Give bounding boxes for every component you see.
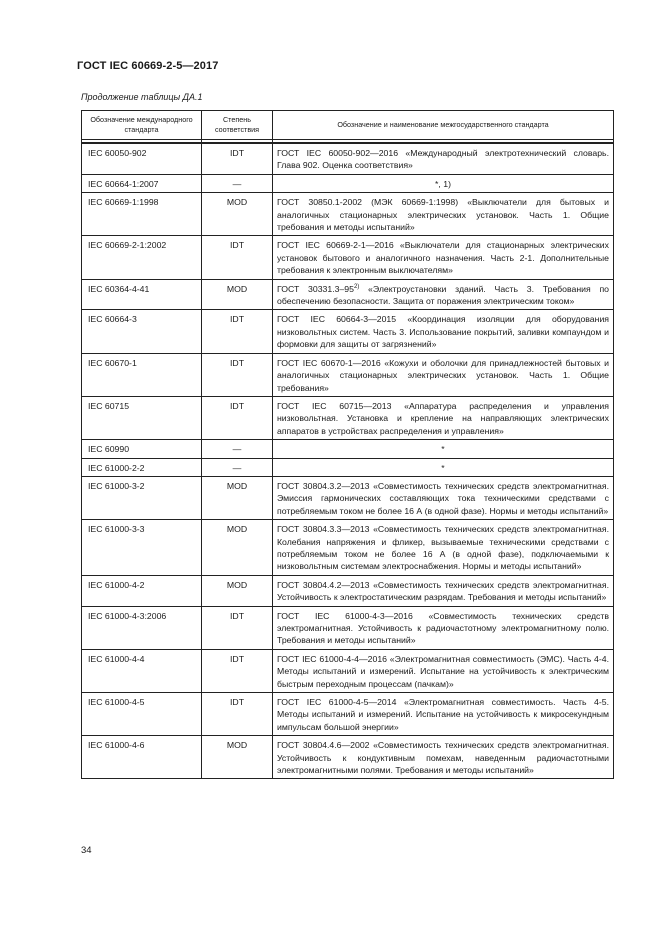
international-standard-cell: IEC 61000-3-2 (82, 476, 202, 519)
document-header: ГОСТ IEC 60669-2-5—2017 (77, 60, 219, 72)
table-row (82, 143, 614, 174)
standards-table (81, 110, 614, 779)
standard-description: *, 1) (435, 178, 451, 189)
interstate-standard-cell (273, 476, 614, 519)
international-standard-cell: IEC 61000-3-3 (82, 520, 202, 576)
conformity-degree-cell: IDT (202, 310, 273, 353)
standard-description: ГОСТ IEC 60670-1—2016 «Кожухи и оболочки для принадлежностей бытовых и аналогичных стационарных электрических установок. Часть 1. Общие требования» (277, 357, 609, 393)
interstate-standard-cell (273, 440, 614, 458)
table-row (82, 458, 614, 476)
conformity-degree-cell: IDT (202, 606, 273, 649)
standard-description: ГОСТ 30804.4.2—2013 «Совместимость технических средств электромагнитная. Устойчивость к электростатическим разрядам. Требования и методы испытаний» (277, 579, 609, 603)
interstate-standard-cell (273, 736, 614, 779)
interstate-standard-cell (273, 353, 614, 396)
standard-description: ГОСТ 30804.3.3—2013 «Совместимость технических средств электромагнитная. Колебания напряжения и фликер, вызываемые техническими средствами с потребляемым током не более 16 А (в одной фазе), подключаемыми к низковольтным системам электроснабжения. Нормы и методы испытаний» (277, 524, 609, 572)
table-row (82, 396, 614, 439)
interstate-standard-cell (273, 396, 614, 439)
international-standard-cell: IEC 61000-2-2 (82, 458, 202, 476)
conformity-degree-cell: IDT (202, 693, 273, 736)
table-row (82, 693, 614, 736)
standard-description: ГОСТ IEC 61000-4-4—2016 «Электромагнитная совместимость (ЭМС). Часть 4-4. Методы испытаний и измерений. Испытание на устойчивость к электрическим быстрым переходным процессам (пачкам)» (277, 653, 609, 689)
international-standard-cell: IEC 60669-2-1:2002 (82, 236, 202, 279)
conformity-degree-cell: — (202, 458, 273, 476)
standard-description: ГОСТ 30850.1-2002 (МЭК 60669-1:1998) «Выключатели для бытовых и аналогичных стационарных электрических установок. Часть 1. Общие требования и методы испытаний» (277, 197, 609, 233)
international-standard-cell: IEC 61000-4-5 (82, 693, 202, 736)
interstate-standard-cell (273, 193, 614, 236)
conformity-degree-cell: MOD (202, 193, 273, 236)
table-caption: Продолжение таблицы ДА.1 (81, 92, 203, 102)
table-row (82, 310, 614, 353)
conformity-degree-cell: MOD (202, 279, 273, 310)
standard-description: ГОСТ IEC 60669-2-1—2016 «Выключатели для стационарных электрических установок бытового и аналогичного назначения. Часть 2-1. Дополнительные требования к электронным выключателям» (277, 240, 609, 276)
standard-description: ГОСТ 30804.3.2—2013 «Совместимость технических средств электромагнитная. Эмиссия гармонических составляющих тока техническими средствами с потребляемым током не более 16 А (в одной фазе). Нормы и методы испытаний» (277, 480, 609, 516)
table-row (82, 649, 614, 692)
interstate-standard-cell (273, 458, 614, 476)
table-row (82, 606, 614, 649)
international-standard-cell: IEC 60364-4-41 (82, 279, 202, 310)
international-standard-cell: IEC 61000-4-2 (82, 575, 202, 606)
international-standard-cell: IEC 61000-4-4 (82, 649, 202, 692)
interstate-standard-cell (273, 649, 614, 692)
table-header-row (82, 111, 614, 140)
conformity-degree-cell: MOD (202, 476, 273, 519)
column-header-interstate: Обозначение и наименование межгосударственного стандарта (273, 111, 614, 140)
international-standard-cell: IEC 61000-4-6 (82, 736, 202, 779)
table-row (82, 520, 614, 576)
conformity-degree-cell: MOD (202, 736, 273, 779)
interstate-standard-cell (273, 693, 614, 736)
international-standard-cell: IEC 60670-1 (82, 353, 202, 396)
standard-description: ГОСТ 30804.4.6—2002 «Совместимость технических средств электромагнитная. Устойчивость к кондуктивным помехам, наведенным радиочастотными электромагнитными полями. Требования и методы испытаний» (277, 740, 609, 776)
conformity-degree-cell: MOD (202, 575, 273, 606)
standard-description: ГОСТ IEC 60664-3—2015 «Координация изоляции для оборудования низковольтных систем. Часть 3. Использование покрытий, заливки компаундом и формовки для защиты от загрязнений» (277, 314, 609, 350)
table-row (82, 193, 614, 236)
interstate-standard-cell (273, 575, 614, 606)
conformity-degree-cell: — (202, 440, 273, 458)
international-standard-cell: IEC 60990 (82, 440, 202, 458)
standard-description: ГОСТ IEC 61000-4-3—2016 «Совместимость технических средств электромагнитная. Устойчивость к радиочастотному электромагнитному полю. Требования и методы испытаний» (277, 610, 609, 646)
conformity-degree-cell: MOD (202, 520, 273, 576)
page-number: 34 (81, 845, 92, 856)
table-row (82, 575, 614, 606)
column-header-degree: Степень соответствия (202, 111, 273, 140)
interstate-standard-cell (273, 606, 614, 649)
table-row (82, 440, 614, 458)
interstate-standard-cell (273, 310, 614, 353)
international-standard-cell: IEC 60715 (82, 396, 202, 439)
standard-description: ГОСТ IEC 60715—2013 «Аппаратура распределения и управления низковольтная. Установка и крепление на направляющих электрических аппаратов в устройствах распределения и управления» (277, 400, 609, 436)
table-row (82, 353, 614, 396)
standard-description: ГОСТ IEC 60050-902—2016 «Международный электротехнический словарь. Глава 902. Оценка соответствия» (277, 148, 609, 171)
standard-description: * (441, 444, 445, 455)
conformity-degree-cell: IDT (202, 236, 273, 279)
table-body (82, 143, 614, 779)
table-row (82, 476, 614, 519)
table-row (82, 236, 614, 279)
conformity-degree-cell: IDT (202, 396, 273, 439)
interstate-standard-cell (273, 143, 614, 174)
international-standard-cell: IEC 60664-3 (82, 310, 202, 353)
interstate-standard-cell (273, 174, 614, 192)
interstate-standard-cell (273, 520, 614, 576)
standard-description: * (441, 462, 445, 473)
international-standard-cell: IEC 60669-1:1998 (82, 193, 202, 236)
conformity-degree-cell: IDT (202, 353, 273, 396)
table-row (82, 279, 614, 310)
conformity-degree-cell: — (202, 174, 273, 192)
footnote-ref: 2) (353, 283, 360, 290)
international-standard-cell: IEC 60664-1:2007 (82, 174, 202, 192)
conformity-degree-cell: IDT (202, 649, 273, 692)
standard-description-continued: «Электроустановки зданий. Часть 3. Требования по обеспечению безопасности. Защита от поражения электрическим током» (277, 283, 609, 307)
international-standard-cell: IEC 61000-4-3:2006 (82, 606, 202, 649)
column-header-international: Обозначение международного стандарта (82, 111, 202, 140)
table-row (82, 736, 614, 779)
conformity-degree-cell: IDT (202, 143, 273, 174)
table-row (82, 174, 614, 192)
standard-description: ГОСТ 30331.3–95 (277, 283, 354, 294)
international-standard-cell: IEC 60050-902 (82, 143, 202, 174)
standard-description: ГОСТ IEC 61000-4-5—2014 «Электромагнитная совместимость. Часть 4-5. Методы испытаний и измерений. Испытание на устойчивость к микросекундным импульсам большой энергии» (277, 697, 609, 732)
interstate-standard-cell (273, 236, 614, 279)
interstate-standard-cell (273, 279, 614, 310)
